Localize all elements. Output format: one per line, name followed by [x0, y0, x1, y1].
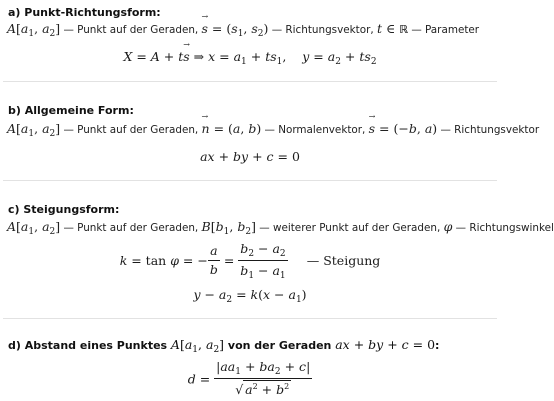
- section-divider: [3, 318, 497, 319]
- section-heading: a) Punkt-Richtungsform:: [8, 6, 161, 19]
- description-text: — Punkt auf der Geraden,: [60, 124, 202, 136]
- description-text: — Richtungsvektor,: [268, 24, 377, 36]
- distance-formula: d = $\frac{|aa1 + ba2 + c|}{√ a^2 + b^2}$: [0, 358, 500, 400]
- slope-formula: k = tan φ = − $\frac{a}{b}$ = $\frac{b2 - a2}{b1 - a1}$ — Steigung: [119, 241, 381, 281]
- description-text: — Punkt auf der Geraden,: [60, 24, 202, 36]
- description-text: — Richtungsvektor: [437, 124, 540, 136]
- fraction-distance: $\frac{|aa1 + ba2 + c|}{√ a^2 + b^2}$: [214, 358, 312, 400]
- heading-text: :: [435, 339, 440, 352]
- section-heading: b) Allgemeine Form:: [8, 104, 134, 117]
- description-text: — Punkt auf der Geraden,: [60, 222, 202, 234]
- description-text: — Richtungswinkel: [452, 222, 554, 234]
- general-form-formula: ax + by + c = 0: [200, 149, 300, 164]
- section-description: A[a1, a2] — Punkt auf der Geraden, B[b1, b2] — weiterer Punkt auf der Geraden, φ — Richtungswinkel: [7, 219, 554, 237]
- section-divider: [3, 81, 497, 82]
- section-divider: [3, 180, 497, 181]
- heading-text: d) Abstand eines Punktes: [8, 339, 171, 352]
- slope-label: — Steigung: [306, 253, 381, 268]
- section-description: A[a1, a2] — Punkt auf der Geraden, → s = (s1, s2) — Richtungsvektor, t ∈ ℝ — Parameter: [7, 21, 479, 36]
- fraction-slope-from-points: $\frac{b2 - a2}{b1 - a1}$: [240, 241, 286, 281]
- description-text: — Normalenvektor,: [261, 124, 369, 136]
- section-description: A[a1, a2] — Punkt auf der Geraden, → n = (a, b) — Normalenvektor, → s = (−b, a) — Richtungsvektor: [7, 121, 539, 136]
- fraction-a-over-b: $\frac{a}{b}$: [209, 243, 218, 277]
- heading-text: von der Geraden: [224, 339, 336, 352]
- description-text: — weiterer Punkt auf der Geraden,: [255, 222, 444, 234]
- parametric-formula: X = A + t→ s ⇒ x = a1 + ts1, y = a2 + ts2: [0, 46, 500, 65]
- section-heading: c) Steigungsform:: [8, 203, 120, 216]
- point-slope-formula: y − a2 = k(x − a1): [193, 287, 307, 305]
- section-heading: d) Abstand eines Punktes $A[a_1$, $a_2$] von der Geraden ax + by + c = 0:: [8, 337, 440, 355]
- description-text: — Parameter: [408, 24, 480, 36]
